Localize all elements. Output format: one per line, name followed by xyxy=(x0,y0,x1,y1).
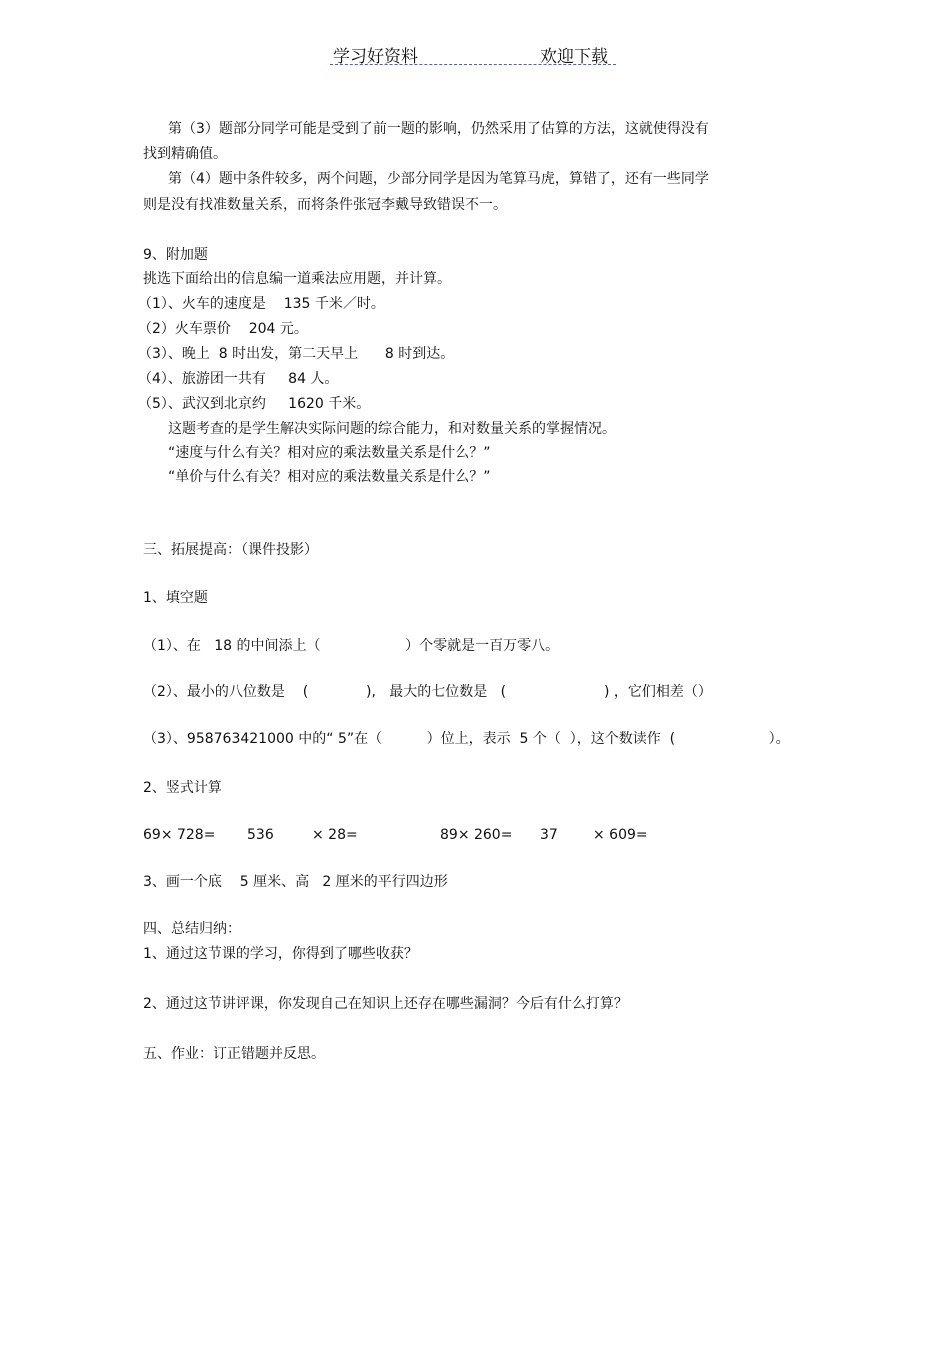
draw-task: 3、画一个底 5 厘米、高 2 厘米的平行四边形 xyxy=(143,874,448,890)
calc-expression: 69× 728= xyxy=(143,827,216,843)
extend-title: 三、拓展提高：（课件投影） xyxy=(143,542,318,558)
summary-title: 四、总结归纳： xyxy=(143,921,241,937)
fill-question: （1）、在 18 的中间添上（ ）个零就是一百万零八。 xyxy=(143,638,560,654)
header-left-text: 学习好资料 xyxy=(333,47,418,67)
calc-expression: 89× 260= xyxy=(440,827,513,843)
calc-expression: 536 xyxy=(247,827,274,843)
bonus-intro: 挑选下面给出的信息编一道乘法应用题，并计算。 xyxy=(143,271,451,287)
analysis-q3-line1: 第（3）题部分同学可能是受到了前一题的影响，仍然采用了估算的方法，这就使得没有 xyxy=(168,121,709,137)
bonus-question: “单价与什么有关？相对应的乘法数量关系是什么？” xyxy=(168,469,491,485)
bonus-item: （3）、晚上 8 时出发，第二天早上 8 时到达。 xyxy=(138,346,455,362)
analysis-q4-line2: 则是没有找准数量关系，而将条件张冠李戴导致错误不一。 xyxy=(143,197,507,213)
bonus-question: “速度与什么有关？相对应的乘法数量关系是什么？” xyxy=(168,445,491,461)
fill-question: （3）、958763421000 中的“ 5”在（ ）位上，表示 5 个（ ），这个数读作 ( ）。 xyxy=(143,731,790,747)
summary-question: 2、通过这节讲评课，你发现自己在知识上还存在哪些漏洞？今后有什么打算？ xyxy=(143,996,628,1012)
homework-text: 五、作业：订正错题并反思。 xyxy=(143,1046,325,1062)
calc-expression: 37 xyxy=(540,827,558,843)
calc-expression: × 609= xyxy=(593,827,648,843)
bonus-item: （4）、旅游团一共有 84 人。 xyxy=(138,371,339,387)
header-dashed-underline xyxy=(330,64,616,65)
calc-expression: × 28= xyxy=(312,827,358,843)
header-right-text: 欢迎下载 xyxy=(540,47,608,67)
analysis-q3-line2: 找到精确值。 xyxy=(143,146,227,162)
summary-question: 1、通过这节课的学习，你得到了哪些收获？ xyxy=(143,946,418,962)
bonus-item: （5）、武汉到北京约 1620 千米。 xyxy=(138,396,371,412)
calc-title: 2、竖式计算 xyxy=(143,780,222,796)
fill-question: （2）、最小的八位数是 ( ), 最大的七位数是 ( ) ，它们相差（） xyxy=(143,684,712,700)
fill-title: 1、填空题 xyxy=(143,590,208,606)
bonus-title: 9、附加题 xyxy=(143,247,208,263)
bonus-item: （1）、火车的速度是 135 千米／时。 xyxy=(138,296,385,312)
analysis-q4-line1: 第（4）题中条件较多，两个问题，少部分同学是因为笔算马虎，算错了，还有一些同学 xyxy=(168,171,709,187)
bonus-item: （2）火车票价 204 元。 xyxy=(138,321,308,337)
bonus-note: 这题考查的是学生解决实际问题的综合能力，和对数量关系的掌握情况。 xyxy=(168,421,616,437)
